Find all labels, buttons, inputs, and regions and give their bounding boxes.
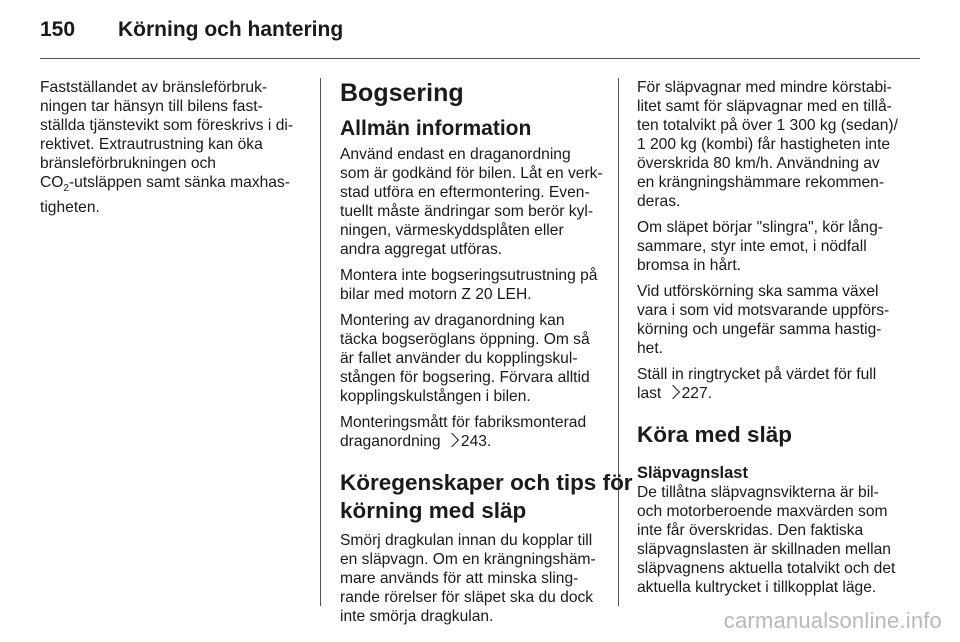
text-line: släpvagnens aktuella totalvikt och det [637, 560, 896, 577]
column-1 [40, 78, 308, 224]
text-line: ningen, värmeskyddsplåten eller [340, 222, 564, 239]
text-line: tuellt måste ändringar som berör kyl- [340, 203, 594, 220]
paragraph-dragkula [340, 531, 605, 626]
heading-allman-information: Allmän information [340, 117, 532, 140]
text-line: ställda tjänstevikt som föreskrivs i di- [40, 117, 294, 134]
text-line: 1 200 kg (kombi) får hastigheten inte [637, 136, 891, 153]
text-line: ningen tar hänsyn till bilens fast- [40, 98, 263, 115]
text-line: andra aggregat utföras. [340, 241, 503, 258]
text-line: ten totalvikt på över 1 300 kg (sedan)/ [637, 117, 898, 134]
text-line: De tillåtna släpvagnsvikterna är bil- [637, 484, 879, 501]
text-line: överskrida 80 km/h. Användning av [637, 155, 880, 172]
text-line: som är godkänd för bilen. Låt en verk- [340, 165, 603, 182]
paragraph-hastighet [637, 78, 903, 211]
paragraph-slapvagnsvikter [637, 483, 903, 597]
column-divider [618, 78, 619, 606]
co2-rest: -utsläppen samt sänka maxhas- [68, 174, 290, 191]
text-line: För släpvagnar med mindre körstabi- [637, 79, 892, 96]
text-line [637, 384, 903, 403]
text-line: stad utföra en eftermontering. Even- [340, 184, 590, 201]
page-reference-link[interactable]: 227. [681, 385, 712, 402]
text-fragment: last [637, 385, 662, 402]
text-line: rektivet. Extrautrustning kan öka [40, 136, 263, 153]
paragraph-motor [340, 266, 605, 304]
co2-label: CO [40, 174, 64, 191]
page-title: Körning och hantering [118, 18, 344, 41]
text-line: är fallet använder du kopplingskul- [340, 350, 578, 367]
heading-slapvagnslast: Släpvagnslast [637, 464, 748, 482]
paragraph-slingra [637, 218, 903, 275]
paragraph-draganordning [340, 145, 605, 259]
text-line: Montera inte bogseringsutrustning på [340, 267, 598, 284]
text-line: Använd endast en draganordning [340, 146, 571, 163]
heading-bogsering: Bogsering [340, 79, 464, 107]
text-line: en krängningshämmare rekommen- [637, 174, 885, 191]
page-reference-icon [666, 385, 680, 399]
text-line: deras. [637, 193, 681, 210]
text-line: Ställ in ringtrycket på värdet för full [637, 366, 877, 383]
text-line: Smörj dragkulan innan du kopplar till [340, 532, 593, 549]
page-reference-icon [445, 433, 459, 447]
text-line: täcka bogseröglans öppning. Om så [340, 331, 590, 348]
heading-kora-med-slap: Köra med släp [637, 422, 793, 447]
paragraph-ringtryck [637, 365, 903, 403]
text-line: bromsa in hårt. [637, 257, 742, 274]
text-line: körning och ungefär samma hastig- [637, 321, 882, 338]
column-divider [320, 78, 321, 606]
text-line: tigheten. [40, 199, 100, 217]
text-line: bränsleförbrukningen och [40, 155, 216, 172]
paragraph-utforskorning [637, 282, 903, 358]
text-line: litet samt för släpvagnar med en tillå- [637, 98, 892, 115]
text-line: aktuella kultrycket i tillkopplat läge. [637, 579, 877, 596]
text-line: Fastställandet av bränsleförbruk- [40, 79, 268, 96]
text-line: Vid utförskörning ska samma växel [637, 283, 879, 300]
text-line: vara i som vid motsvarande uppförs- [637, 302, 890, 319]
text-line: bilar med motorn Z 20 LEH. [340, 286, 532, 303]
text-line: rande rörelser för släpet ska du dock [340, 589, 594, 606]
text-line: en släpvagn. Om en krängningshäm- [340, 551, 596, 568]
paragraph-fuel-consumption [40, 78, 308, 217]
text-line: het. [637, 340, 664, 357]
text-line: och motorberoende maxvärden som [637, 503, 888, 520]
text-line: Montering av draganordning kan [340, 312, 565, 329]
text-fragment: draganordning [340, 433, 441, 450]
text-line: mare används för att minska sling- [340, 570, 579, 587]
text-line: inte får överskridas. Den faktiska [637, 522, 864, 539]
text-line: stången för bogsering. Förvara alltid [340, 369, 590, 386]
co2-subscript: 2 [63, 183, 69, 195]
paragraph-monteringsmatt [340, 413, 605, 451]
header-rule [40, 58, 920, 59]
text-line: inte smörja dragkulan. [340, 608, 494, 625]
page-reference-link[interactable]: 243. [460, 433, 492, 450]
text-line: kopplingskulstången i bilen. [340, 388, 531, 405]
column-3 [637, 78, 903, 604]
page-header [40, 18, 343, 48]
text-line: Monteringsmått för fabriksmonterad [340, 414, 587, 431]
paragraph-bogserogla [340, 311, 605, 406]
text-line: Om släpet börjar "slingra", kör lång- [637, 219, 883, 236]
text-line: sammare, styr inte emot, i nödfall [637, 238, 867, 255]
column-2 [340, 78, 633, 633]
heading-line: Köregenskaper och tips för [340, 470, 633, 495]
page-number: 150 [40, 18, 76, 41]
heading-line: körning med släp [340, 498, 527, 523]
text-line [40, 173, 308, 198]
heading-koregenskaper [340, 469, 633, 525]
text-line [340, 432, 605, 451]
watermark: carmanualsonline.info [723, 608, 942, 633]
text-line: släpvagnslasten är skillnaden mellan [637, 541, 891, 558]
